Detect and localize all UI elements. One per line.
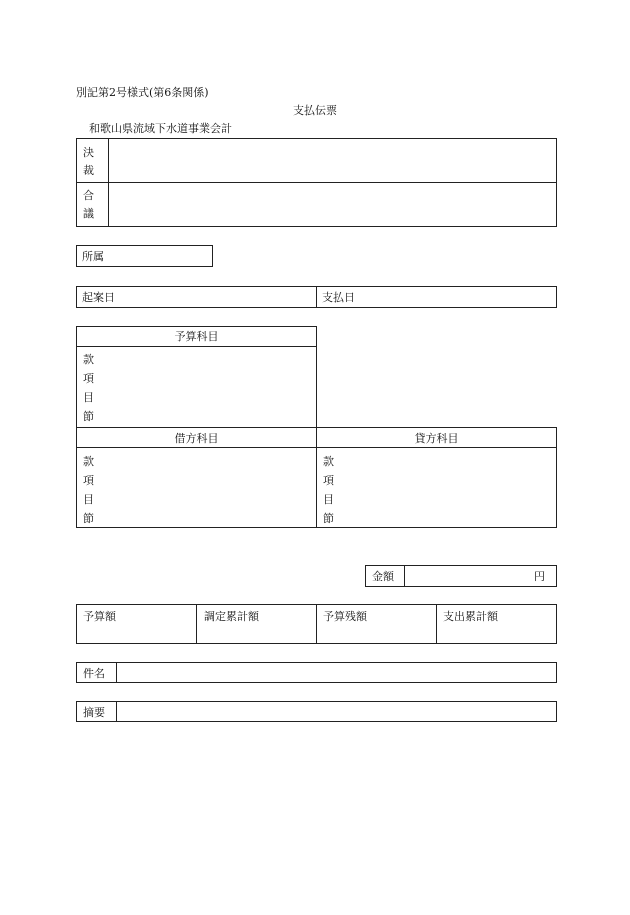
gougi-field[interactable] — [109, 183, 556, 226]
payment-date-label: 支払日 — [322, 291, 355, 304]
payment-total-label: 支出累計額 — [443, 610, 498, 623]
adjusted-total-label: 調定累計額 — [204, 610, 259, 623]
amount-box — [365, 565, 557, 587]
kessai-field[interactable] — [109, 139, 556, 182]
draft-date-label: 起案日 — [82, 291, 115, 304]
subject-label: 件名 — [83, 667, 105, 680]
remarks-label: 摘要 — [83, 706, 105, 719]
summary-table — [76, 604, 557, 644]
budget-item-box — [76, 326, 317, 428]
form-id: 別記第2号様式(第6条関係) — [76, 86, 209, 99]
kessai-label: 決 裁 — [83, 146, 94, 177]
credit-header: 貸方科目 — [414, 432, 459, 445]
approval-box — [76, 138, 557, 227]
debit-credit-box — [76, 427, 557, 528]
gougi-label: 合 議 — [83, 189, 94, 220]
page-title: 支払伝票 — [293, 104, 337, 117]
subject-row — [76, 662, 557, 683]
affiliation-field[interactable] — [76, 245, 213, 267]
amount-unit: 円 — [534, 570, 545, 583]
amount-label: 金額 — [372, 570, 394, 583]
debit-rows: 款 項 目 節 — [83, 455, 94, 525]
budget-item-header: 予算科目 — [174, 330, 219, 343]
organization-name: 和歌山県流域下水道事業会計 — [89, 122, 232, 135]
subject-field[interactable] — [117, 663, 556, 682]
budget-item-rows: 款 項 目 節 — [83, 353, 94, 423]
remarks-field[interactable] — [117, 702, 556, 721]
affiliation-label: 所属 — [82, 250, 104, 263]
credit-rows: 款 項 目 節 — [323, 455, 334, 525]
debit-header: 借方科目 — [174, 432, 219, 445]
budget-remaining-label: 予算残額 — [323, 610, 367, 623]
remarks-row — [76, 701, 557, 722]
budget-amount-label: 予算額 — [83, 610, 116, 623]
dates-row — [76, 286, 557, 308]
